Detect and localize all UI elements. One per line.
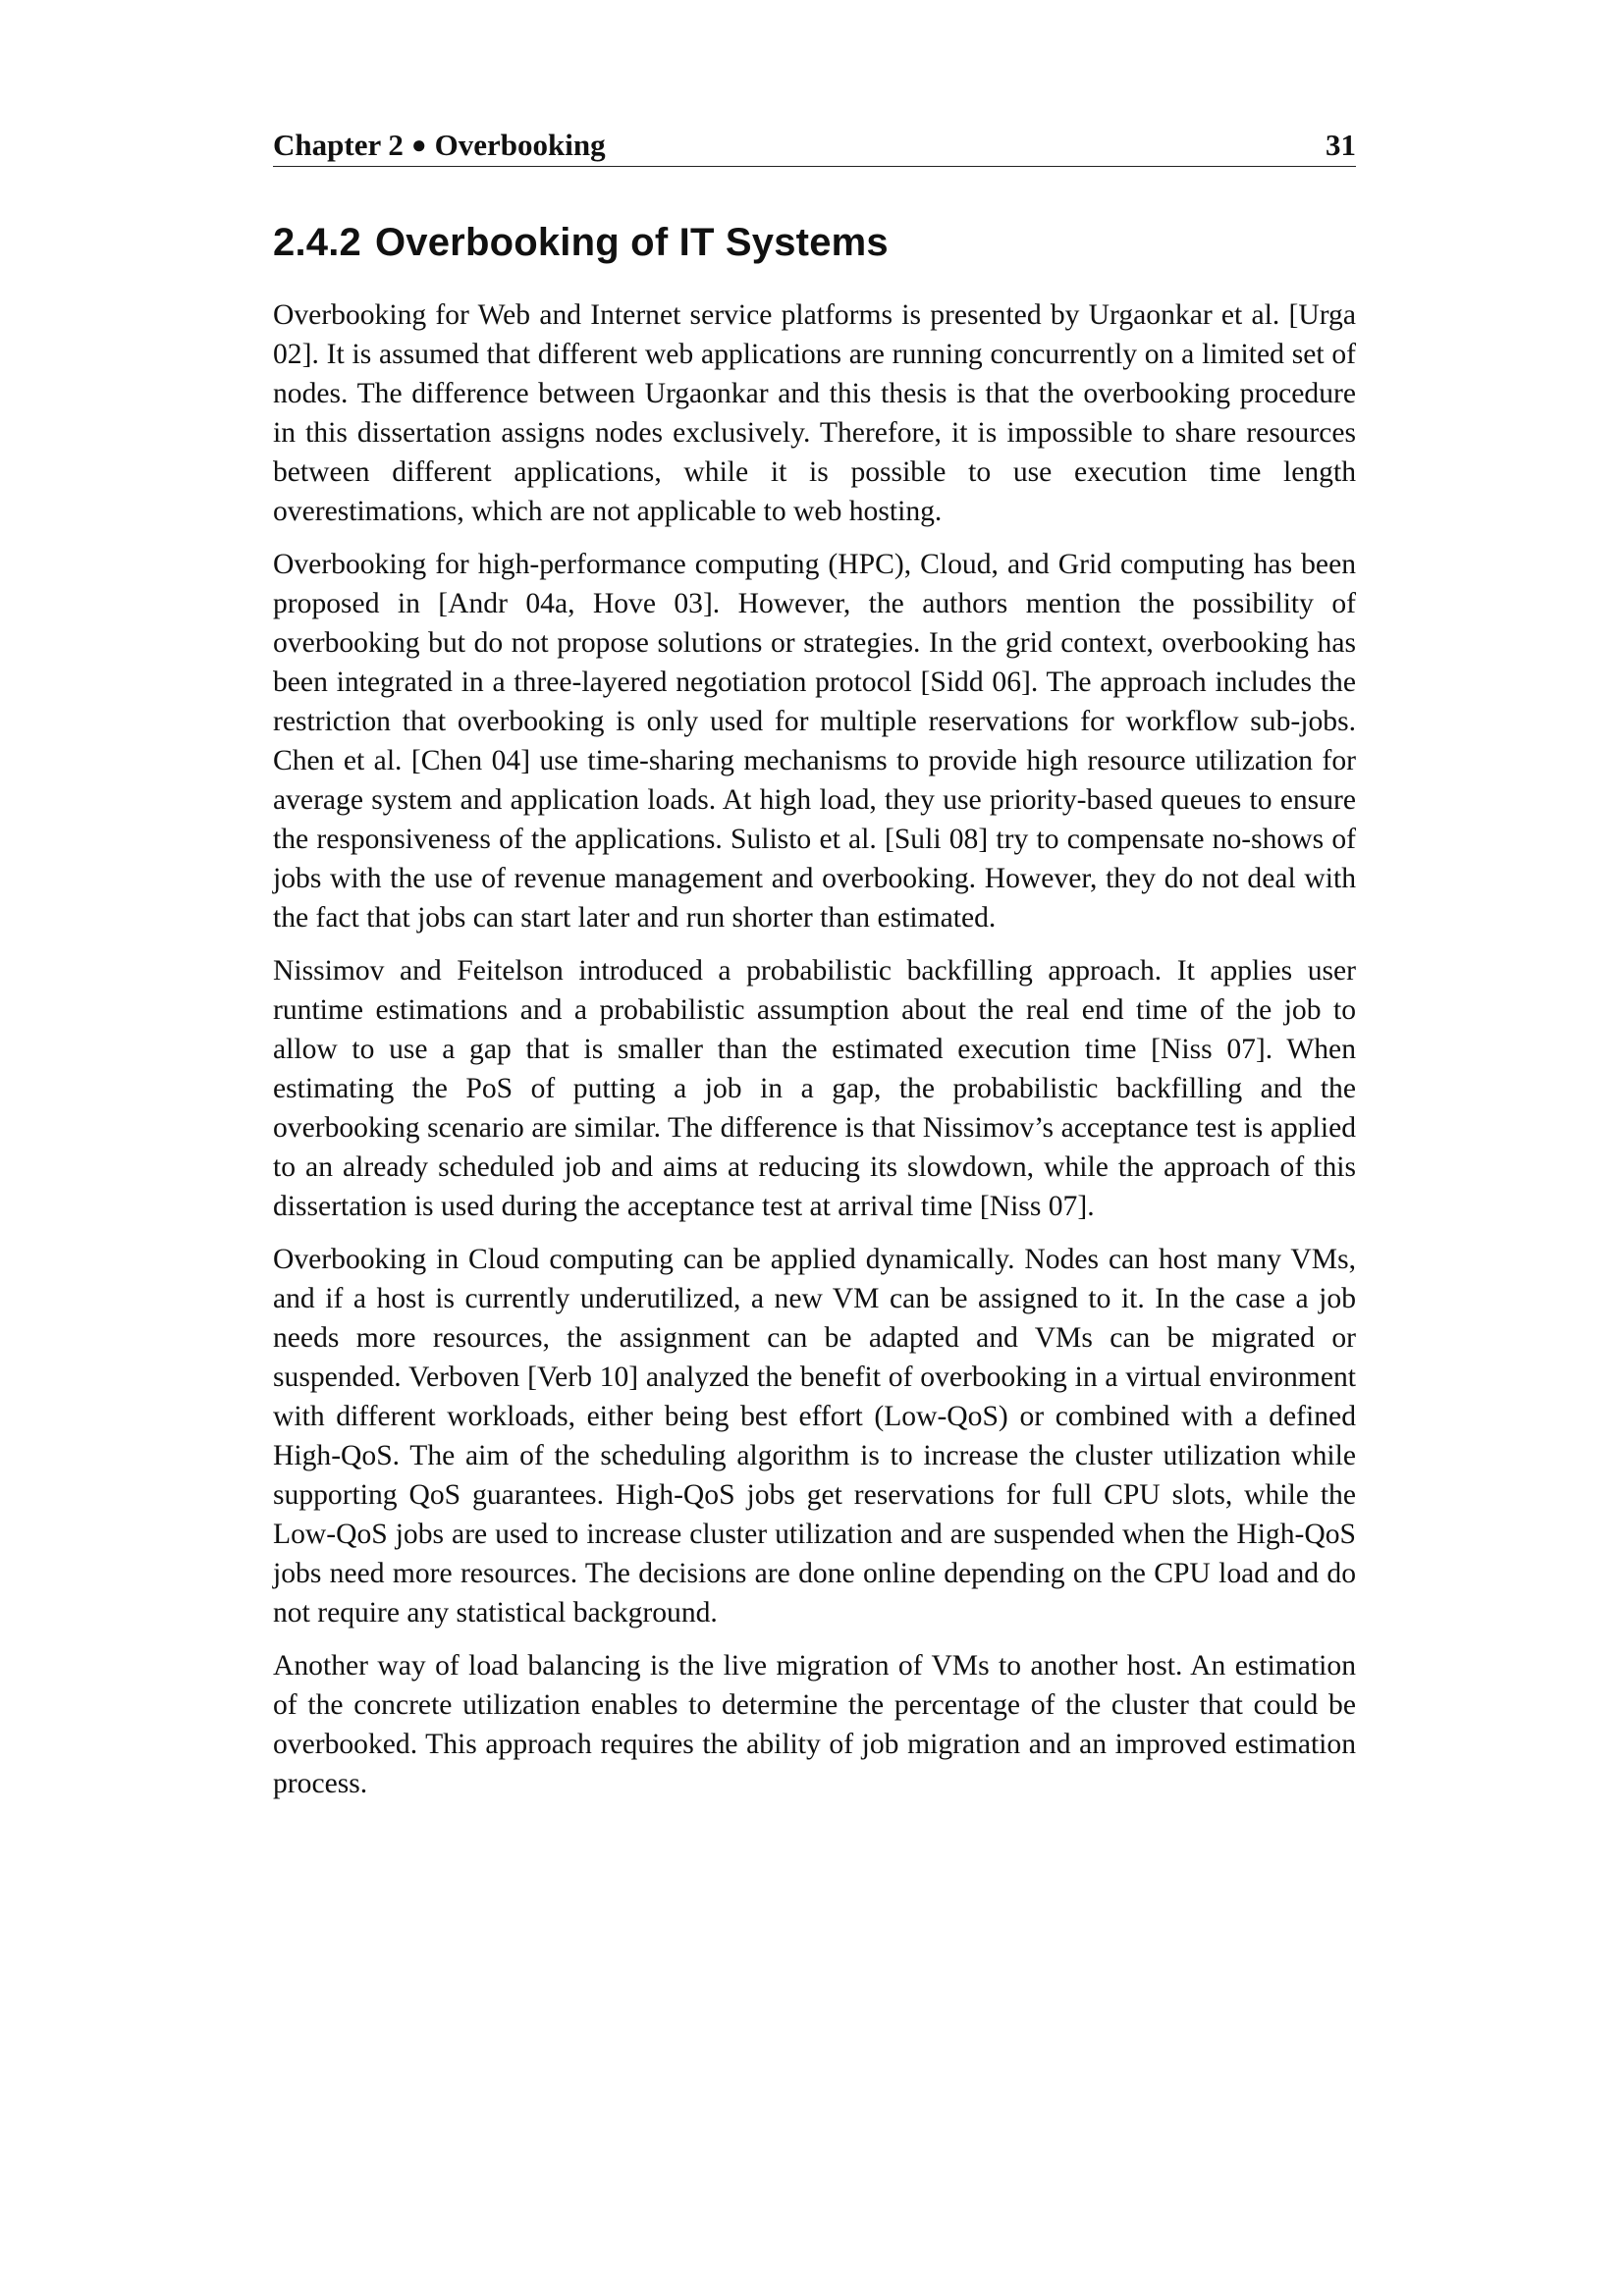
paragraph-1: Overbooking for Web and Internet service platforms is presented by Urgaonkar et al. [Urga 02]. It is assumed that different web applications are running concurrently on a limited set of nodes. The difference between Urgaonkar and this thesis is that the overbooking procedure in this dissertation assigns nodes exclusively. Therefore, it is impossible to share resources between different applications, while it is possible to use execution time length overestimations, which are not applicable to web hosting. xyxy=(273,299,1356,527)
section-title: Overbooking of IT Systems xyxy=(374,221,889,264)
running-header xyxy=(273,128,1356,167)
paragraph-3: Nissimov and Feitelson introduced a probabilistic backfilling approach. It applies user runtime estimations and a probabilistic assumption about the real end time of the job to allow to use a gap that is smaller than the estimated execution time [Niss 07]. When estimating the PoS of putting a job in a gap, the probabilistic backfilling and the overbooking scenario are similar. The difference is that Nissimov’s acceptance test is applied to an already scheduled job and aims at reducing its slowdown, while the approach of this dissertation is used during the acceptance test at arrival time [Niss 07]. xyxy=(273,955,1356,1222)
page xyxy=(273,128,1356,1817)
paragraph-4: Overbooking in Cloud computing can be applied dynamically. Nodes can host many VMs, and if a host is currently underutilized, a new VM can be assigned to it. In the case a job needs more resources, the assignment can be adapted and VMs can be migrated or suspended. Verboven [Verb 10] analyzed the benefit of overbooking in a virtual environment with different workloads, either being best effort (Low-QoS) or combined with a defined High-QoS. The aim of the scheduling algorithm is to increase the cluster utilization while supporting QoS guarantees. High-QoS jobs get reservations for full CPU slots, while the Low-QoS jobs are used to increase cluster utilization and are suspended when the High-QoS jobs need more resources. The decisions are done online depending on the CPU load and do not require any statistical background. xyxy=(273,1244,1356,1629)
body-text xyxy=(273,295,1356,1803)
page-number: 31 xyxy=(1326,128,1356,162)
paragraph-5: Another way of load balancing is the live migration of VMs to another host. An estimation of the concrete utilization enables to determine the percentage of the cluster that could be overbooked. This approach requires the ability of job migration and an improved estimation process. xyxy=(273,1650,1356,1799)
section-heading xyxy=(273,219,1356,266)
running-header-chapter xyxy=(273,128,606,163)
chapter-title: Overbooking xyxy=(434,128,606,162)
paragraph-2: Overbooking for high-performance computing (HPC), Cloud, and Grid computing has been proposed in [Andr 04a, Hove 03]. However, the authors mention the possibility of overbooking but do not propose solutions or strategies. In the grid context, overbooking has been integrated in a three-layered negotiation protocol [Sidd 06]. The approach includes the restriction that overbooking is only used for multiple reservations for workflow sub-jobs. Chen et al. [Chen 04] use time-sharing mechanisms to provide high resource utilization for average system and application loads. At high load, they use priority-based queues to ensure the responsiveness of the applications. Sulisto et al. [Suli 08] try to compensate no-shows of jobs with the use of revenue management and overbooking. However, they do not deal with the fact that jobs can start later and run shorter than estimated. xyxy=(273,549,1356,934)
section-number: 2.4.2 xyxy=(273,221,361,264)
bullet-icon: ● xyxy=(410,131,427,159)
chapter-label: Chapter 2 xyxy=(273,128,404,162)
